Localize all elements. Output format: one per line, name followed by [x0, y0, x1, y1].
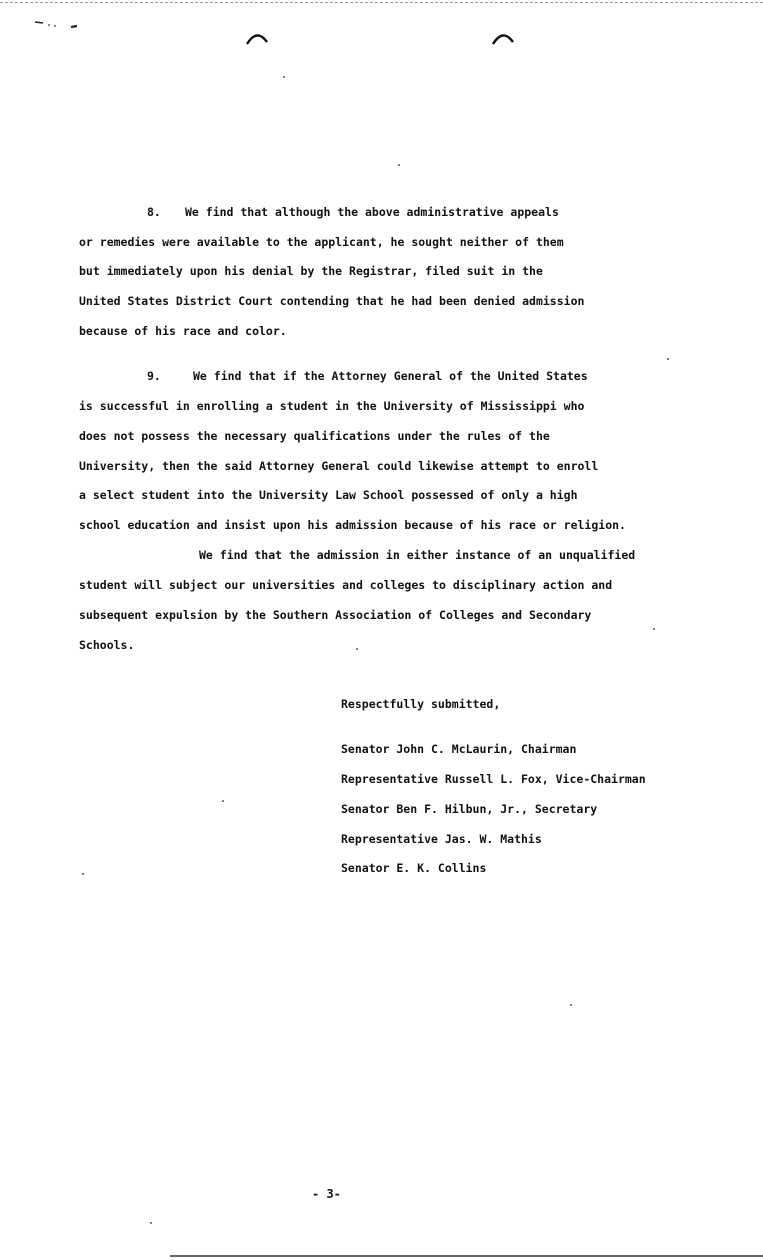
paragraph-9-line: is successful in enrolling a student in the University of Mississippi who — [79, 399, 585, 413]
paragraph-9-line: a select student into the University Law School possessed of only a high — [79, 488, 578, 502]
scan-speck — [667, 358, 669, 360]
paragraph-9-number: 9. — [147, 369, 161, 383]
page-number: - 3- — [312, 1187, 341, 1201]
paragraph-9-line: University, then the said Attorney General could likewise attempt to enroll — [79, 459, 599, 473]
paragraph-9-line: We find that the admission in either instance of an unqualified — [199, 548, 636, 562]
signer-line: Representative Jas. W. Mathis — [341, 832, 542, 846]
paragraph-8-line: United States District Court contending that he had been denied admission — [79, 294, 585, 308]
scan-speck — [283, 76, 285, 78]
paragraph-9-line: We find that if the Attorney General of the United States — [193, 369, 588, 383]
paragraph-8-line: We find that although the above administrative appeals — [185, 205, 559, 219]
scan-speck — [398, 164, 400, 166]
scan-speck — [82, 873, 84, 875]
punch-hole-mark — [490, 30, 516, 46]
paragraph-8-number: 8. — [147, 205, 161, 219]
paragraph-8-line: because of his race and color. — [79, 324, 287, 338]
paragraph-9-line: Schools. — [79, 638, 135, 652]
scan-speck — [222, 800, 224, 802]
scan-speck — [356, 648, 358, 650]
scan-top-edge — [0, 2, 763, 3]
paragraph-9-line: student will subject our universities and colleges to disciplinary action and — [79, 578, 613, 592]
scan-speck — [570, 1004, 572, 1006]
paragraph-9-line: school education and insist upon his admission because of his race or religion. — [79, 518, 626, 532]
paragraph-8-line: but immediately upon his denial by the Registrar, filed suit in the — [79, 264, 543, 278]
signer-line: Senator Ben F. Hilbun, Jr., Secretary — [341, 802, 598, 816]
signer-line: Representative Russell L. Fox, Vice-Chairman — [341, 772, 646, 786]
scan-speck — [653, 628, 655, 630]
punch-hole-mark — [244, 30, 270, 46]
scan-corner-mark — [33, 18, 83, 30]
signer-line: Senator John C. McLaurin, Chairman — [341, 742, 577, 756]
scan-bottom-edge — [170, 1255, 763, 1257]
scan-speck — [150, 1222, 152, 1224]
paragraph-8-line: or remedies were available to the applicant, he sought neither of them — [79, 235, 564, 249]
closing-line: Respectfully submitted, — [341, 697, 501, 711]
paragraph-9-line: subsequent expulsion by the Southern Association of Colleges and Secondary — [79, 608, 592, 622]
paragraph-9-line: does not possess the necessary qualifications under the rules of the — [79, 429, 550, 443]
signer-line: Senator E. K. Collins — [341, 861, 487, 875]
